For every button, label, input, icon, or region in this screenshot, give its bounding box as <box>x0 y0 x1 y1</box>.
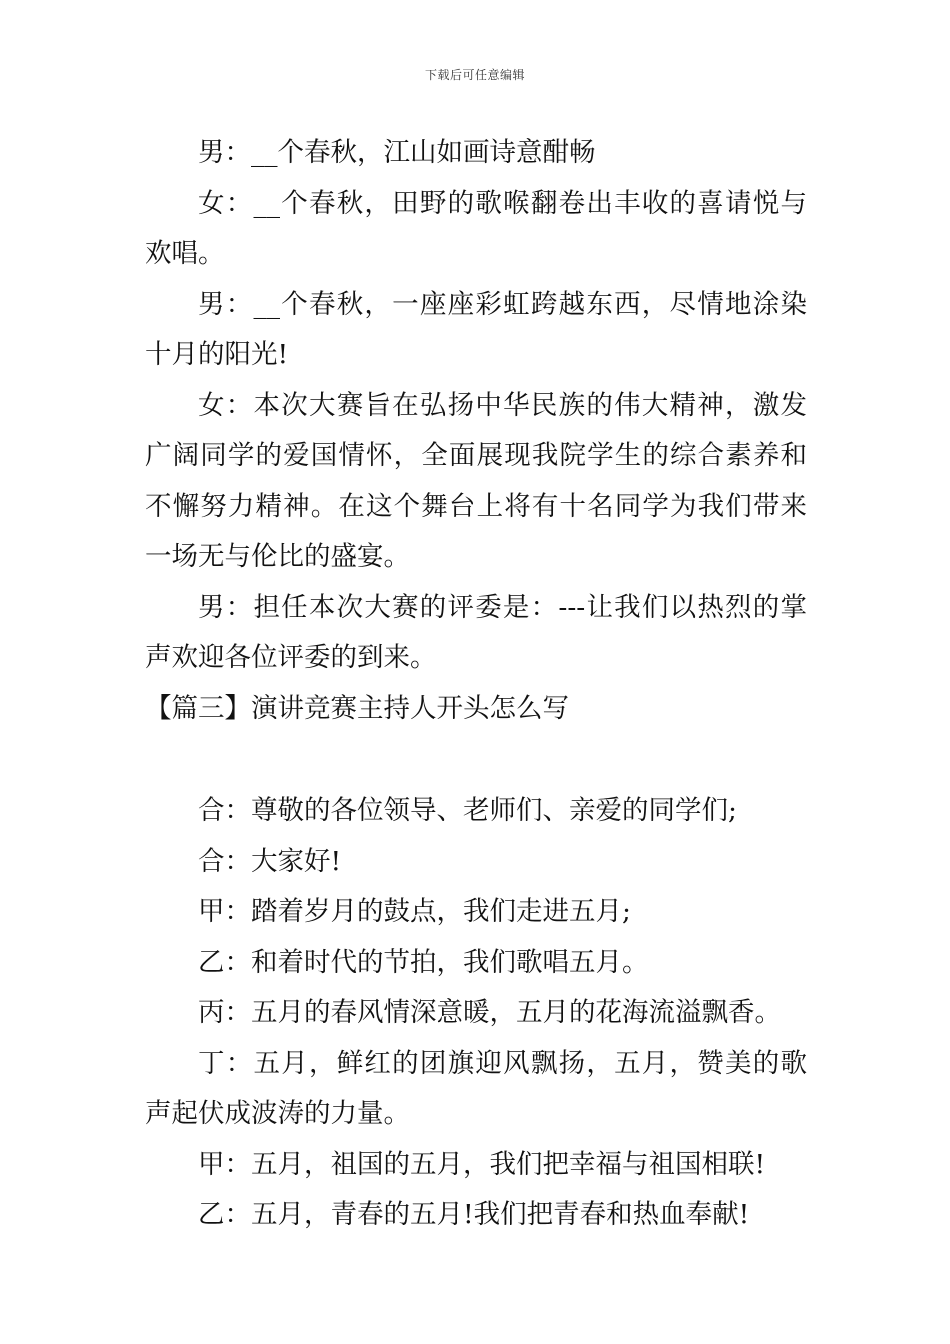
paragraph: 合：尊敬的各位领导、老师们、亲爱的同学们; <box>198 795 737 826</box>
paragraph: 男：担任本次大赛的评委是：---让我们以热烈的掌声欢迎各位评委的到来。 <box>145 591 807 673</box>
header-note: 下载后可任意编辑 <box>424 68 525 82</box>
spacer <box>145 734 807 786</box>
paragraph: 男：__个春秋，一座座彩虹跨越东西，尽情地涂染十月的阳光! <box>145 288 807 370</box>
paragraph: 男：__个春秋，江山如画诗意酣畅 <box>198 137 596 168</box>
paragraph: 女：本次大赛旨在弘扬中华民族的伟大精神，激发广阔同学的爱国情怀，全面展现我院学生的综合素养和不懈努力精神。在这个舞台上将有十名同学为我们带来一场无与伦比的盛宴。 <box>145 389 807 572</box>
paragraph: 甲：五月，祖国的五月，我们把幸福与祖国相联! <box>198 1148 766 1180</box>
paragraph: 乙：五月，青春的五月!我们把青春和热血奉献! <box>198 1199 750 1230</box>
paragraph: 乙：和着时代的节拍，我们歌唱五月。 <box>198 946 649 978</box>
paragraph: 女：__个春秋，田野的歌喉翻卷出丰收的喜请悦与欢唱。 <box>145 187 807 269</box>
section-heading: 【篇三】演讲竞赛主持人开头怎么写 <box>145 692 569 724</box>
paragraph: 丁：五月，鲜红的团旗迎风飘扬，五月，赞美的歌声起伏成波涛的力量。 <box>145 1047 807 1129</box>
paragraph: 丙：五月的春风情深意暖，五月的花海流溢飘香。 <box>198 997 781 1028</box>
paragraph: 甲：踏着岁月的鼓点，我们走进五月; <box>198 896 631 927</box>
paragraph: 合：大家好! <box>198 845 342 877</box>
document-body <box>145 128 807 1241</box>
